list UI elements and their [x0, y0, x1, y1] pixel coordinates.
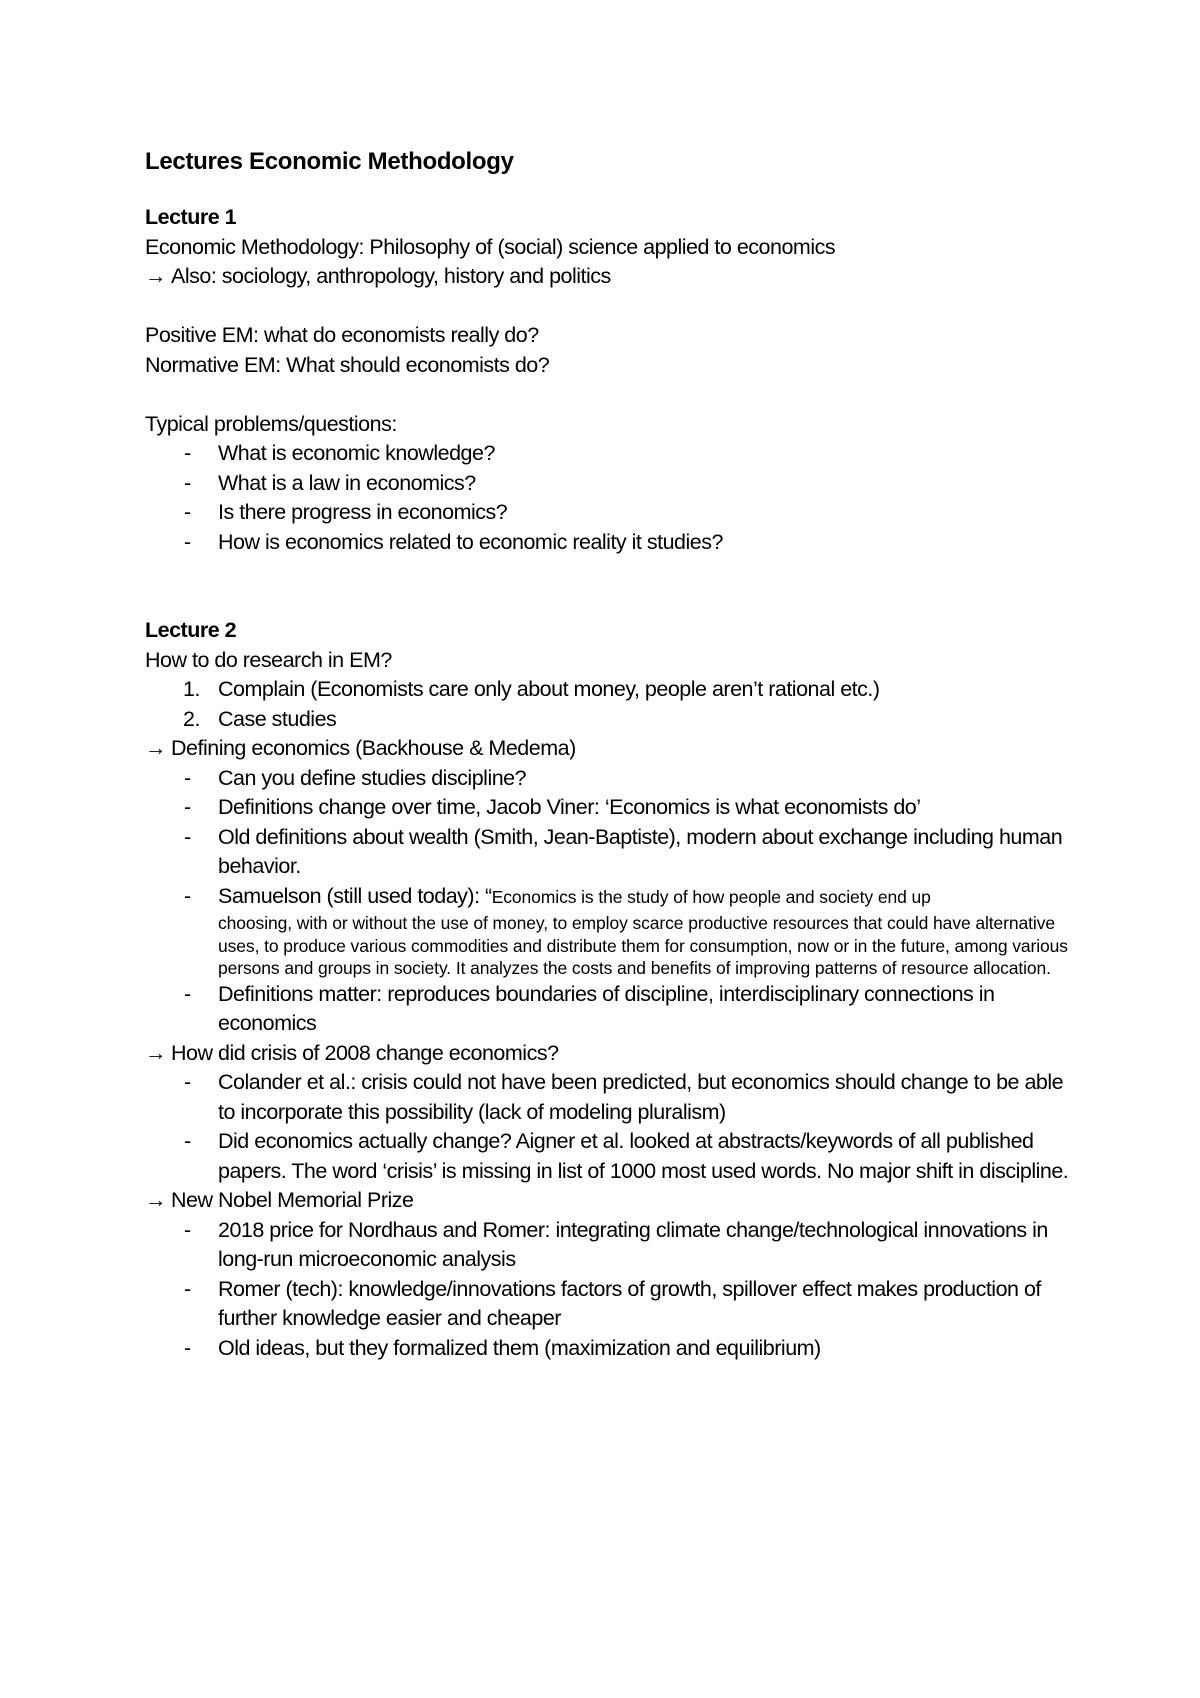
crisis-list — [145, 1068, 1085, 1186]
arrow-right-icon: → — [145, 1040, 166, 1065]
list-item: - Is there progress in economics? — [184, 500, 508, 524]
lecture-1-section — [145, 203, 1085, 557]
list-item: - Romer (tech): knowledge/innovations factors of growth, spillover effect makes production of further knowledge easier and cheaper — [184, 1276, 1041, 1330]
document-body — [145, 147, 1085, 1363]
problems-heading: Typical problems/questions: — [145, 411, 397, 436]
list-item: - What is a law in economics? — [184, 470, 476, 495]
list-item: - Definitions change over time, Jacob Viner: ‘Economics is what economists do’ — [184, 795, 921, 819]
positive-em: Positive EM: what do economists really do? — [145, 323, 539, 347]
crisis-heading: → How did crisis of 2008 change economics? — [145, 1039, 1085, 1069]
lecture-2-section — [145, 616, 1085, 1363]
methods-list — [145, 675, 1085, 734]
em-definition: Economic Methodology: Philosophy of (social) science applied to economics — [145, 234, 836, 259]
arrow-right-icon: → — [145, 1188, 166, 1212]
normative-em: Normative EM: What should economists do? — [145, 352, 550, 377]
list-item: - Can you define studies discipline? — [184, 765, 527, 790]
lecture-1-heading: Lecture 1 — [145, 205, 237, 229]
defining-heading: → Defining economics (Backhouse & Medema) — [145, 734, 1085, 764]
arrow-right-icon: → — [145, 736, 166, 760]
list-item: - Old definitions about wealth (Smith, Jean-Baptiste), modern about exchange including human behavior. — [184, 824, 1063, 878]
lecture-2-heading: Lecture 2 — [145, 618, 237, 642]
also-line — [145, 262, 1085, 292]
list-item: - 2018 price for Nordhaus and Romer: integrating climate change/technological innovations in long-run microeconomic analysis — [184, 1217, 1048, 1271]
arrow-right-icon: → — [145, 264, 166, 288]
problems-list — [145, 439, 1085, 557]
samuelson-quote-lead: Economics is the study of how people and society end up — [491, 886, 931, 907]
list-item: - Old ideas, but they formalized them (maximization and equilibrium) — [184, 1335, 821, 1360]
nobel-heading: → New Nobel Memorial Prize — [145, 1186, 1085, 1216]
research-question: How to do research in EM? — [145, 647, 392, 672]
nobel-list — [145, 1216, 1085, 1364]
samuelson-label: Samuelson (still used today): “ — [218, 883, 492, 908]
list-item: - Colander et al.: crisis could not have been predicted, but economics should change to be able to incorporate this possibility (lack of modeling pluralism) — [184, 1070, 1064, 1124]
list-item: - Did economics actually change? Aigner et al. looked at abstracts/keywords of all published papers. The word ‘crisis’ is missing in list of 1000 most used words. No major shift in discipline. — [184, 1129, 1069, 1183]
list-item: - What is economic knowledge? — [184, 441, 495, 465]
list-item: - Definitions matter: reproduces boundaries of discipline, interdisciplinary connections in economics — [184, 981, 995, 1035]
list-item: 1. Complain (Economists care only about money, people aren’t rational etc.) — [183, 677, 880, 701]
document-title: Lectures Economic Methodology — [145, 148, 514, 175]
samuelson-quote-rest: choosing, with or without the use of money, to employ scarce productive resources that could have alternative uses, to produce various commodities and distribute them for consumption, now or in the future, among various persons and groups in society. It analyzes the costs and benefits of improving patterns of resource allocation. — [218, 913, 1068, 978]
samuelson-item: - Samuelson (still used today): “Economics is the study of how people and society end up choosing, with or without the use of money, to employ scarce productive resources that could have alternative uses, to produce various commodities and distribute them for consumption, now or in the future, among various persons and groups in society. It analyzes the costs and benefits of improving patterns of resource allocation. — [145, 882, 1085, 980]
list-item: - How is economics related to economic reality it studies? — [184, 529, 723, 554]
list-item: 2. Case studies — [183, 706, 337, 731]
defining-list — [145, 764, 1085, 1039]
also-text: Also: sociology, anthropology, history and politics — [171, 264, 611, 288]
